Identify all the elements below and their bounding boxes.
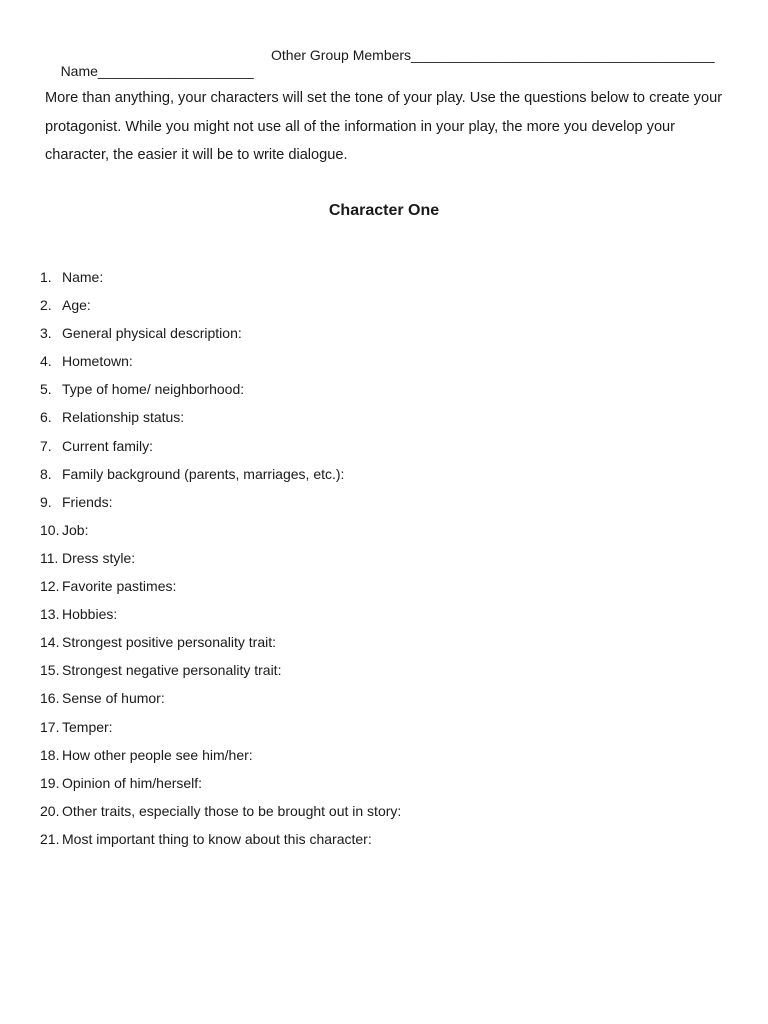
question-item [40,520,401,548]
question-label: Favorite pastimes: [62,578,177,595]
question-item [40,492,401,520]
question-item [40,295,401,323]
question-item [40,829,401,857]
question-number: 21. [40,830,60,847]
question-number: 8. [40,465,52,482]
question-number: 15. [40,662,60,679]
question-item [40,688,401,716]
question-label: Friends: [62,493,113,510]
question-number: 14. [40,634,60,651]
question-number: 10. [40,521,60,538]
question-label: Relationship status: [62,409,185,426]
question-item [40,379,401,407]
question-number: 2. [40,297,52,314]
question-number: 12. [40,578,60,595]
intro-paragraph: More than anything, your characters will set the tone of your play. Use the questions below to create your protagonist. While you might not use all of the information in your play, the more you develop your character, the easier it will be to write dialogue. [45,90,723,163]
question-number: 3. [40,325,52,342]
question-item [40,407,401,435]
question-label: Other traits, especially those to be brought out in story: [62,802,402,819]
question-label: Current family: [62,437,154,454]
question-label: Strongest positive personality trait: [62,634,276,651]
question-number: 7. [40,437,52,454]
question-number: 13. [40,606,60,623]
question-label: Most important thing to know about this character: [62,830,372,847]
question-label: Hometown: [62,353,133,370]
question-label: Hobbies: [62,606,118,623]
question-number: 16. [40,690,60,707]
question-label: Opinion of him/herself: [62,774,203,791]
question-number: 19. [40,774,60,791]
question-item [40,351,401,379]
question-label: Family background (parents, marriages, etc.): [62,465,345,482]
other-group-members-field: Other Group Members_______________________________________ [271,47,715,63]
question-list [40,267,401,857]
name-field: Name____________________ [60,63,254,79]
page-title: Character One [328,202,440,219]
question-number: 11. [40,549,59,566]
question-item [40,801,401,829]
question-label: Temper: [62,718,113,735]
question-item [40,773,401,801]
question-label: Job: [62,521,89,538]
question-label: Dress style: [62,549,136,566]
question-number: 4. [40,353,52,370]
question-item [40,576,401,604]
question-number: 5. [40,381,52,398]
question-number: 1. [40,269,52,285]
question-item [40,717,401,745]
question-number: 20. [40,802,60,819]
question-label: Age: [62,297,91,314]
question-label: General physical description: [62,325,242,342]
question-item [40,267,401,295]
question-item [40,604,401,632]
question-item [40,745,401,773]
question-label: Sense of humor: [62,690,165,707]
question-label: Type of home/ neighborhood: [62,381,245,398]
question-item [40,632,401,660]
question-number: 17. [40,718,60,735]
question-label: How other people see him/her: [62,746,253,763]
question-label: Name: [62,269,104,285]
question-number: 6. [40,409,52,426]
question-item [40,323,401,351]
question-item [40,464,401,492]
question-number: 9. [40,493,52,510]
question-item [40,548,401,576]
question-item [40,436,401,464]
question-number: 18. [40,746,60,763]
question-label: Strongest negative personality trait: [62,662,282,679]
question-item [40,660,401,688]
